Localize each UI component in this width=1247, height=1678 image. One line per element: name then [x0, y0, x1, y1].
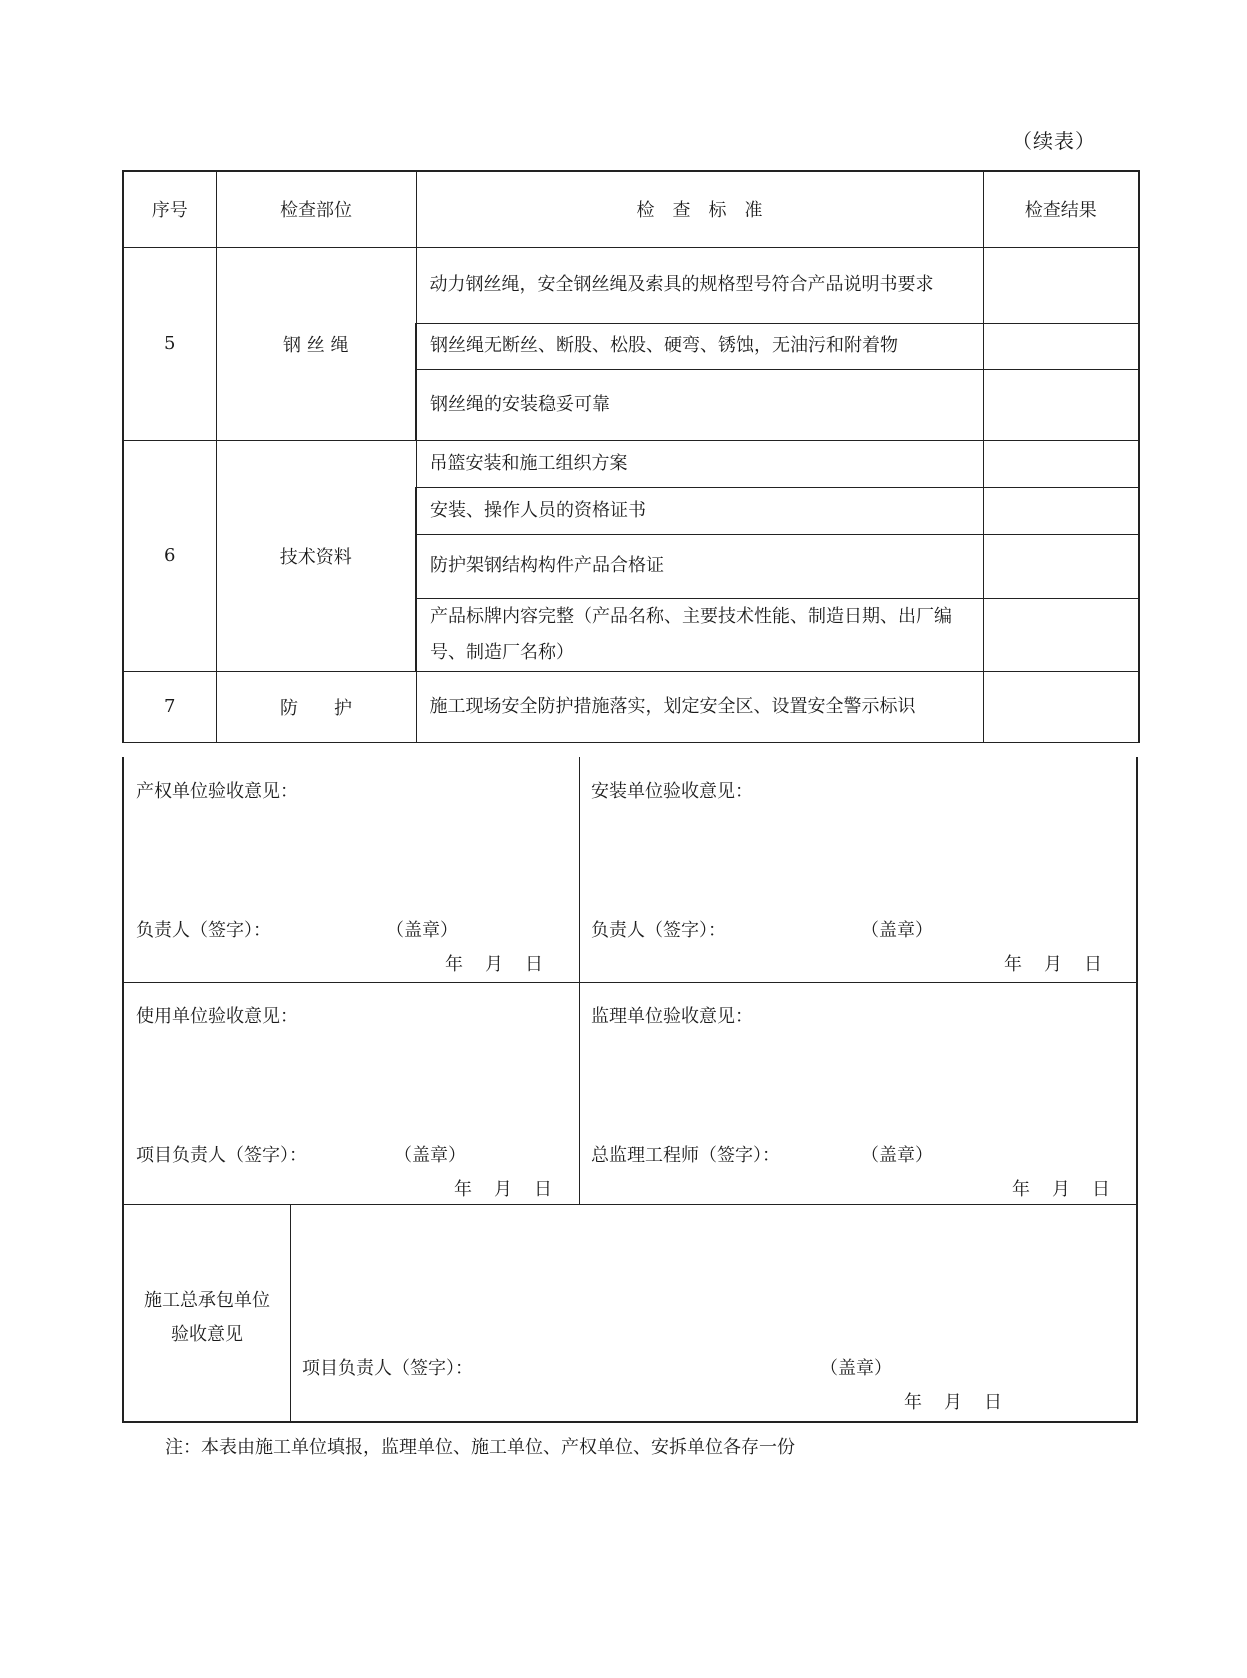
- supervisor-opinion-cell[interactable]: [579, 982, 1136, 1204]
- supervisor-stamp-label: （盖章）: [861, 1145, 933, 1166]
- acceptance-opinions: [122, 757, 1138, 1423]
- contractor-label-line1: 施工总承包单位: [144, 1290, 270, 1311]
- user-opinion-title: 使用单位验收意见：: [136, 1006, 298, 1027]
- row-no: 7: [123, 671, 216, 742]
- user-signer-label: 项目负责人（签字）：: [136, 1145, 307, 1166]
- installer-opinion-title: 安装单位验收意见：: [591, 781, 753, 802]
- result-cell[interactable]: [983, 671, 1139, 742]
- standard-item: 钢丝绳无断丝、断股、松股、硬弯、锈蚀，无油污和附着物: [416, 323, 983, 369]
- installer-opinion-cell[interactable]: [579, 757, 1136, 982]
- result-cell[interactable]: [983, 487, 1139, 534]
- contractor-signer-label: 项目负责人（签字）：: [302, 1358, 473, 1379]
- date-day: 日: [984, 1392, 1002, 1413]
- table-row: [123, 247, 1139, 323]
- contractor-stamp-label: （盖章）: [820, 1358, 892, 1379]
- inspection-table: [122, 170, 1140, 743]
- standard-item: 产品标牌内容完整（产品名称、主要技术性能、制造日期、出厂编号、制造厂名称）: [416, 598, 983, 671]
- table-row: [123, 671, 1139, 742]
- date-year: 年: [1004, 954, 1022, 975]
- standard-item: 施工现场安全防护措施落实，划定安全区、设置安全警示标识: [416, 671, 983, 742]
- date-month: 月: [494, 1179, 512, 1200]
- owner-signer-label: 负责人（签字）：: [136, 920, 271, 941]
- result-cell[interactable]: [983, 440, 1139, 487]
- supervisor-opinion-title: 监理单位验收意见：: [591, 1006, 753, 1027]
- date-year: 年: [1012, 1179, 1030, 1200]
- contractor-opinion-cell[interactable]: [290, 1204, 1136, 1421]
- standard-item: 吊篮安装和施工组织方案: [416, 440, 983, 487]
- date-month: 月: [485, 954, 503, 975]
- table-row: [123, 440, 1139, 487]
- date-day: 日: [525, 954, 543, 975]
- row-part: 技术资料: [216, 440, 416, 671]
- contractor-label-line2: 验收意见: [171, 1324, 243, 1345]
- date-month: 月: [1044, 954, 1062, 975]
- user-opinion-cell[interactable]: [124, 982, 579, 1204]
- owner-stamp-label: （盖章）: [386, 920, 458, 941]
- standard-item: 防护架钢结构构件产品合格证: [416, 534, 983, 598]
- date-day: 日: [534, 1179, 552, 1200]
- standard-item: 钢丝绳的安装稳妥可靠: [416, 369, 983, 440]
- continued-label: （续表）: [1012, 129, 1096, 153]
- result-cell[interactable]: [983, 247, 1139, 323]
- row-part: 钢 丝 绳: [216, 247, 416, 440]
- owner-date: [445, 950, 543, 976]
- user-stamp-label: （盖章）: [394, 1145, 466, 1166]
- table-header-row: [123, 171, 1139, 247]
- installer-signer-label: 负责人（签字）：: [591, 920, 726, 941]
- supervisor-signer-label: 总监理工程师（签字）：: [591, 1145, 780, 1166]
- result-cell[interactable]: [983, 534, 1139, 598]
- result-cell[interactable]: [983, 598, 1139, 671]
- date-year: 年: [904, 1392, 922, 1413]
- row-no: 6: [123, 440, 216, 671]
- owner-opinion-title: 产权单位验收意见：: [136, 781, 298, 802]
- header-part: 检查部位: [216, 171, 416, 247]
- header-no: 序号: [123, 171, 216, 247]
- installer-stamp-label: （盖章）: [861, 920, 933, 941]
- header-result: 检查结果: [983, 171, 1139, 247]
- date-day: 日: [1092, 1179, 1110, 1200]
- row-no: 5: [123, 247, 216, 440]
- date-month: 月: [1052, 1179, 1070, 1200]
- contractor-date: [904, 1388, 1002, 1414]
- footnote: 注：本表由施工单位填报，监理单位、施工单位、产权单位、安拆单位各存一份: [165, 1437, 795, 1458]
- installer-date: [1004, 950, 1102, 976]
- date-year: 年: [445, 954, 463, 975]
- date-year: 年: [454, 1179, 472, 1200]
- standard-item: 动力钢丝绳，安全钢丝绳及索具的规格型号符合产品说明书要求: [416, 247, 983, 323]
- owner-opinion-cell[interactable]: [124, 757, 579, 982]
- contractor-label-cell: [124, 1204, 290, 1421]
- result-cell[interactable]: [983, 369, 1139, 440]
- user-date: [454, 1175, 552, 1201]
- header-standard: 检 查 标 准: [416, 171, 983, 247]
- standard-item: 安装、操作人员的资格证书: [416, 487, 983, 534]
- date-month: 月: [944, 1392, 962, 1413]
- date-day: 日: [1084, 954, 1102, 975]
- row-part: 防 护: [216, 671, 416, 742]
- result-cell[interactable]: [983, 323, 1139, 369]
- supervisor-date: [1012, 1175, 1110, 1201]
